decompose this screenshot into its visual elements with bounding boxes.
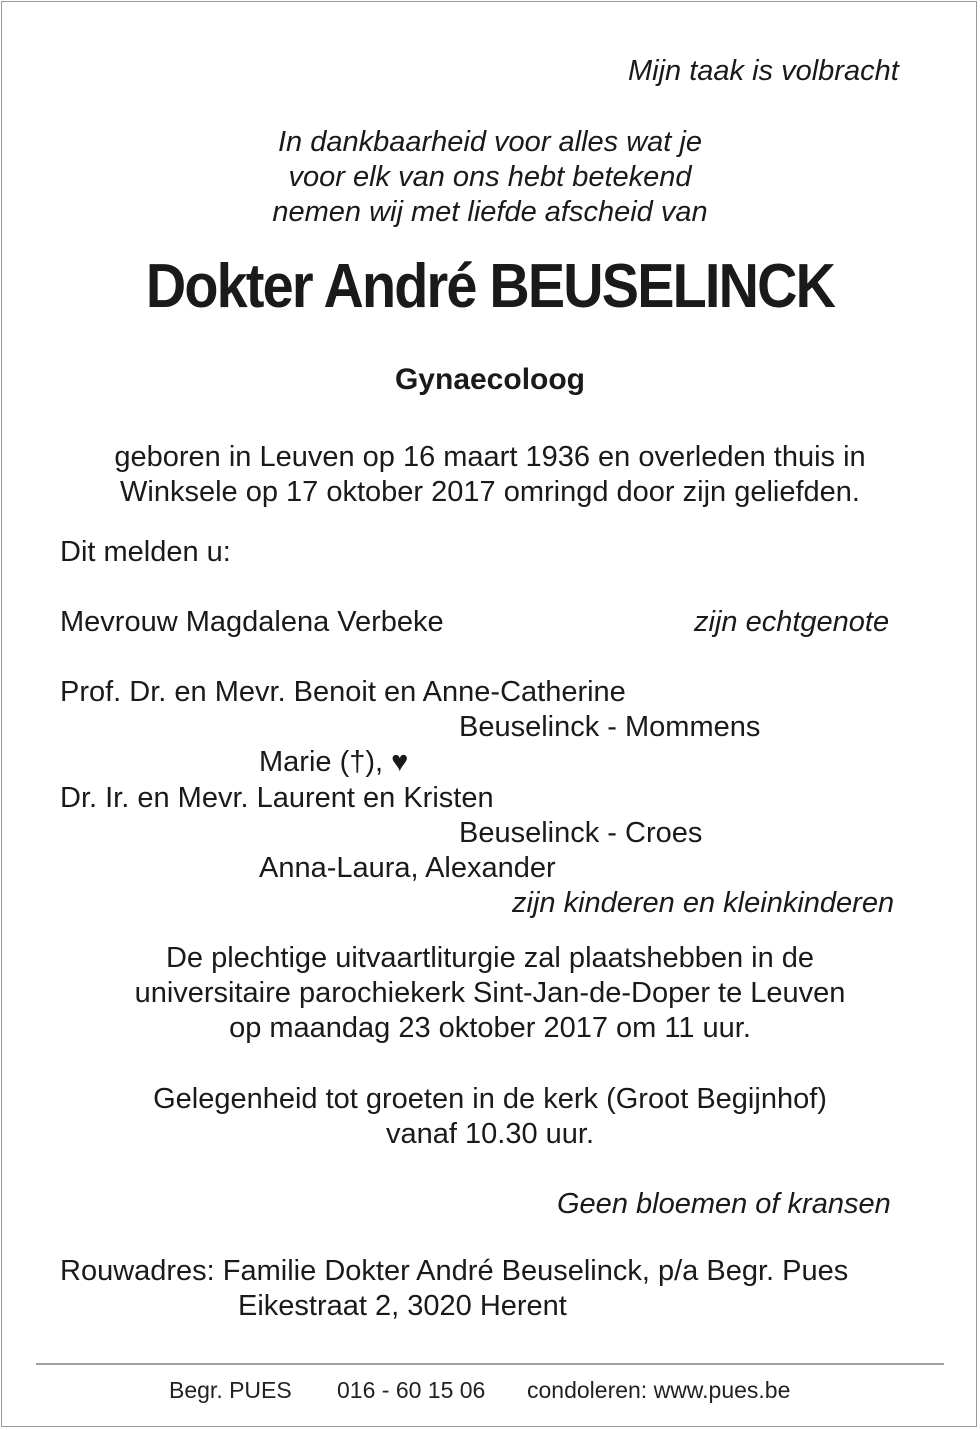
visitation-line-1: Gelegenheid tot groeten in de kerk (Groot Begijnhof)	[153, 1083, 827, 1115]
spouse-name: Mevrouw Magdalena Verbeke	[60, 606, 444, 638]
ceremony-line-1: De plechtige uitvaartliturgie zal plaatshebben in de	[165, 942, 815, 974]
footer-phone: 016 - 60 15 06	[337, 1377, 486, 1403]
deceased-name: Dokter André BEUSELINCK	[145, 252, 835, 321]
spouse-relation: zijn echtgenote	[694, 606, 890, 638]
address-line-2: Eikestraat 2, 3020 Herent	[238, 1290, 567, 1322]
footer-divider	[36, 1363, 944, 1365]
child1-line2: Beuselinck - Mommens	[459, 711, 761, 743]
family-relation: zijn kinderen en kleinkinderen	[512, 887, 895, 919]
child2-grandchildren: Anna-Laura, Alexander	[259, 852, 556, 884]
address-line-1: Rouwadres: Familie Dokter André Beuselinck, p/a Begr. Pues	[60, 1255, 849, 1287]
no-flowers-note: Geen bloemen of kransen	[557, 1188, 891, 1220]
motto: Mijn taak is volbracht	[628, 55, 899, 87]
footer-condolences: condoleren: www.pues.be	[527, 1377, 791, 1403]
intro-line-3: nemen wij met liefde afscheid van	[272, 196, 708, 228]
child1-line1: Prof. Dr. en Mevr. Benoit en Anne-Catherine	[60, 676, 626, 708]
announce-label: Dit melden u:	[60, 536, 231, 568]
birth-death-line-2: Winksele op 17 oktober 2017 omringd door zijn geliefden.	[120, 476, 860, 508]
visitation-line-2: vanaf 10.30 uur.	[386, 1118, 594, 1150]
footer-company: Begr. PUES	[169, 1377, 292, 1403]
birth-death-line-1: geboren in Leuven op 16 maart 1936 en overleden thuis in	[114, 441, 866, 473]
ceremony-line-2: universitaire parochiekerk Sint-Jan-de-Doper te Leuven	[134, 977, 846, 1009]
child1-grandchildren: Marie (†), ♥	[259, 746, 409, 778]
intro-line-1: In dankbaarheid voor alles wat je	[278, 126, 702, 158]
child2-line1: Dr. Ir. en Mevr. Laurent en Kristen	[60, 782, 494, 814]
ceremony-line-3: op maandag 23 oktober 2017 om 11 uur.	[229, 1012, 751, 1044]
intro-line-2: voor elk van ons hebt betekend	[288, 161, 692, 193]
profession: Gynaecoloog	[394, 363, 586, 396]
child2-line2: Beuselinck - Croes	[459, 817, 703, 849]
